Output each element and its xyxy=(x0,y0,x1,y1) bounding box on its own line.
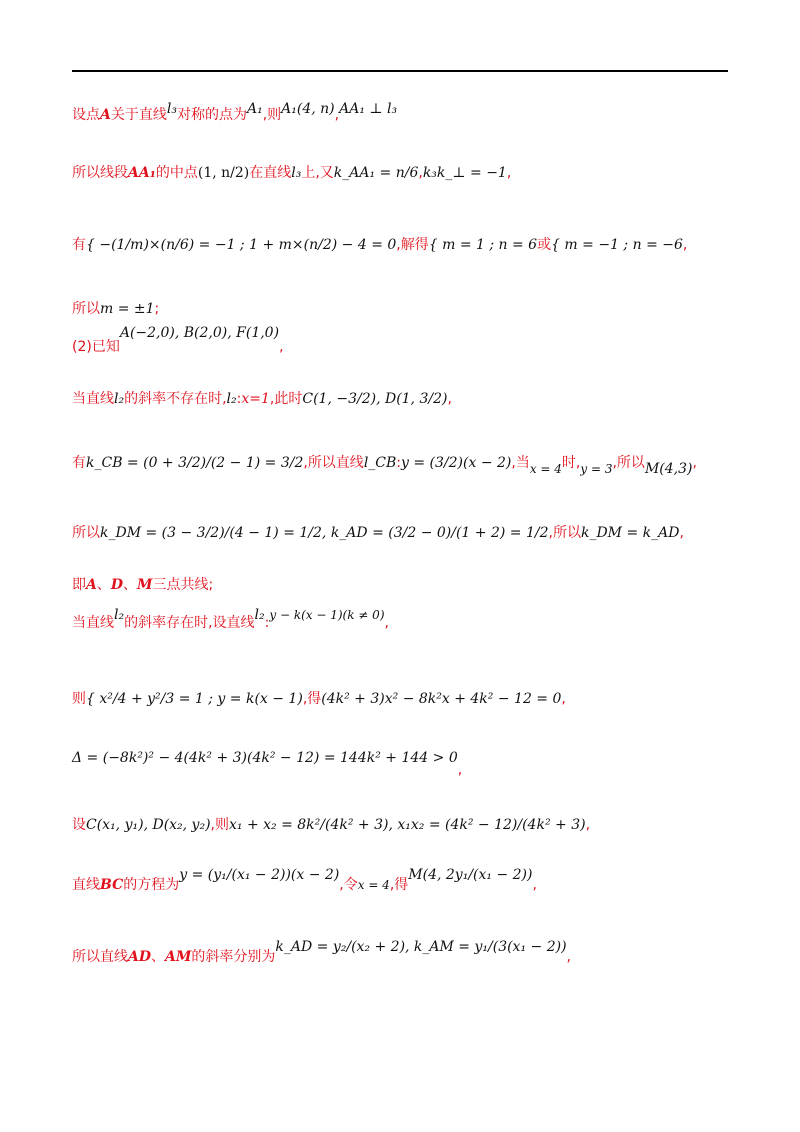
text: (2)已知 xyxy=(72,339,120,355)
text: ,所以直线 xyxy=(303,455,364,471)
math: (4k² + 3)x² − 8k²x + 4k² − 12 = 0 xyxy=(321,691,562,707)
text: : xyxy=(236,391,242,407)
text: 直线 xyxy=(72,877,100,893)
text: 在直线 xyxy=(249,165,292,181)
text: 、 xyxy=(151,949,166,965)
var: BC xyxy=(100,877,124,893)
text: 、 xyxy=(123,577,138,593)
text: 关于直线 xyxy=(110,107,167,123)
solution-line-1 xyxy=(72,101,398,124)
text: 三点共线; xyxy=(152,577,214,593)
text: , xyxy=(418,165,423,181)
text: 所以线段 xyxy=(72,165,128,181)
math: (1, n/2) xyxy=(197,165,250,181)
text: ,则 xyxy=(262,107,282,123)
math: l₃ xyxy=(166,101,177,117)
text: , xyxy=(279,339,284,355)
solution-line-15 xyxy=(72,939,571,966)
text: 所以直线 xyxy=(72,949,128,965)
text: 所以 xyxy=(72,301,100,317)
math: x₁ + x₂ = 8k²/(4k² + 3), x₁x₂ = (4k² − 12)/(4k² + 3) xyxy=(229,817,586,833)
math: k₃k_⊥ = −1 xyxy=(422,165,507,181)
solution-line-11 xyxy=(72,688,566,708)
math: y = (3/2)(x − 2) xyxy=(401,455,512,471)
text: 上,又 xyxy=(301,165,334,181)
solution-line-5 xyxy=(72,325,284,356)
text: 时, xyxy=(561,455,581,471)
math: l₂ xyxy=(254,607,265,623)
math: l₂ xyxy=(114,391,125,407)
text: ,此时 xyxy=(269,391,303,407)
text: 即 xyxy=(72,577,86,593)
math: C(x₁, y₁), D(x₂, y₂) xyxy=(86,817,211,833)
text: 的斜率不存在时, xyxy=(124,391,227,407)
var: A xyxy=(86,577,97,593)
var: M xyxy=(137,577,153,593)
math: y − k(x − 1)(k ≠ 0) xyxy=(269,608,385,622)
text: , xyxy=(532,877,537,893)
text: , xyxy=(682,237,688,253)
text: 有 xyxy=(72,237,86,253)
text: , xyxy=(506,165,512,181)
math: x = 4 xyxy=(529,462,562,476)
text: ,当 xyxy=(511,455,530,471)
math: AA₁ ⊥ l₃ xyxy=(339,101,398,117)
text: , xyxy=(679,525,684,541)
math: AA₁ xyxy=(128,165,156,181)
math: l₂ xyxy=(114,607,125,623)
solution-line-6 xyxy=(72,388,452,408)
text: , xyxy=(334,107,340,123)
var: D xyxy=(110,577,124,593)
solution-line-13 xyxy=(72,814,590,834)
solution-line-7 xyxy=(72,452,697,477)
math: k_AD = y₂/(x₂ + 2), k_AM = y₁/(3(x₁ − 2)) xyxy=(275,939,567,955)
math: M(4,3) xyxy=(644,461,693,477)
text: ,解得 xyxy=(396,237,429,253)
text: , xyxy=(561,691,566,707)
text: 则 xyxy=(72,691,86,707)
math: y = (y₁/(x₁ − 2))(x − 2) xyxy=(179,867,340,883)
text: , xyxy=(692,455,697,471)
var: AD xyxy=(128,949,152,965)
math: A(−2,0), B(2,0), F(1,0) xyxy=(119,325,280,341)
math: { −(1/m)×(n/6) = −1 ; 1 + m×(n/2) − 4 = 0 xyxy=(86,237,397,253)
text: 或 xyxy=(537,237,552,253)
solution-line-8 xyxy=(72,522,684,542)
solution-line-4 xyxy=(72,298,159,318)
text: 当直线 xyxy=(72,615,114,631)
text: 设点 xyxy=(72,107,100,123)
math: l₃ xyxy=(291,165,302,181)
text: : xyxy=(264,615,270,631)
text: 的中点 xyxy=(155,165,198,181)
math: x = 4 xyxy=(357,878,390,892)
math: { x²/4 + y²/3 = 1 ; y = k(x − 1) xyxy=(86,691,303,707)
solution-line-12 xyxy=(72,750,463,778)
math: x=1 xyxy=(241,391,270,407)
math: M(4, 2y₁/(x₁ − 2)) xyxy=(408,867,533,883)
solution-line-2 xyxy=(72,162,511,182)
math: k_DM = (3 − 3/2)/(4 − 1) = 1/2, k_AD = (3/2 − 0)/(1 + 2) = 1/2 xyxy=(100,525,549,541)
text: ; xyxy=(154,301,160,317)
text: 所以 xyxy=(72,525,100,541)
solution-line-3 xyxy=(72,234,687,254)
text: ,令 xyxy=(339,877,358,893)
text: , xyxy=(384,615,389,631)
math: l_CB xyxy=(363,455,397,471)
text: ,所以 xyxy=(612,455,645,471)
text: 的方程为 xyxy=(123,877,180,893)
text: 的斜率分别为 xyxy=(191,949,276,965)
math: m = ±1 xyxy=(100,301,155,317)
text: , xyxy=(457,762,463,778)
math: { m = −1 ; n = −6 xyxy=(551,237,683,253)
text: , xyxy=(585,817,591,833)
text: ,得 xyxy=(302,691,322,707)
solution-line-10 xyxy=(72,607,389,632)
text: 、 xyxy=(96,577,111,593)
text: ,所以 xyxy=(548,525,581,541)
math: l₂ xyxy=(226,391,237,407)
var: A xyxy=(100,107,111,123)
var: AM xyxy=(165,949,192,965)
text: 设 xyxy=(72,817,86,833)
math: C(1, −3/2), D(1, 3/2) xyxy=(302,391,448,407)
math: { m = 1 ; n = 6 xyxy=(428,237,538,253)
math: A₁(4, n) xyxy=(281,101,335,117)
solution-line-14 xyxy=(72,867,537,894)
text: 的斜率存在时,设直线 xyxy=(124,615,255,631)
text: ,则 xyxy=(210,817,229,833)
text: 对称的点为 xyxy=(176,107,247,123)
math: y = 3 xyxy=(580,462,613,476)
math: A₁ xyxy=(246,101,263,117)
math: k_AA₁ = n/6 xyxy=(333,165,419,181)
text: , xyxy=(566,949,571,965)
math: Δ = (−8k²)² − 4(4k² + 3)(4k² − 12) = 144k² + 144 > 0 xyxy=(72,750,458,766)
math: k_CB = (0 + 3/2)/(2 − 1) = 3/2 xyxy=(86,455,304,471)
text: 有 xyxy=(72,455,86,471)
text: , xyxy=(447,391,452,407)
text: : xyxy=(396,455,402,471)
text: 当直线 xyxy=(72,391,114,407)
solution-line-9 xyxy=(72,574,213,594)
text: ,得 xyxy=(389,877,409,893)
math: k_DM = k_AD xyxy=(580,525,680,541)
header-rule xyxy=(72,70,728,72)
